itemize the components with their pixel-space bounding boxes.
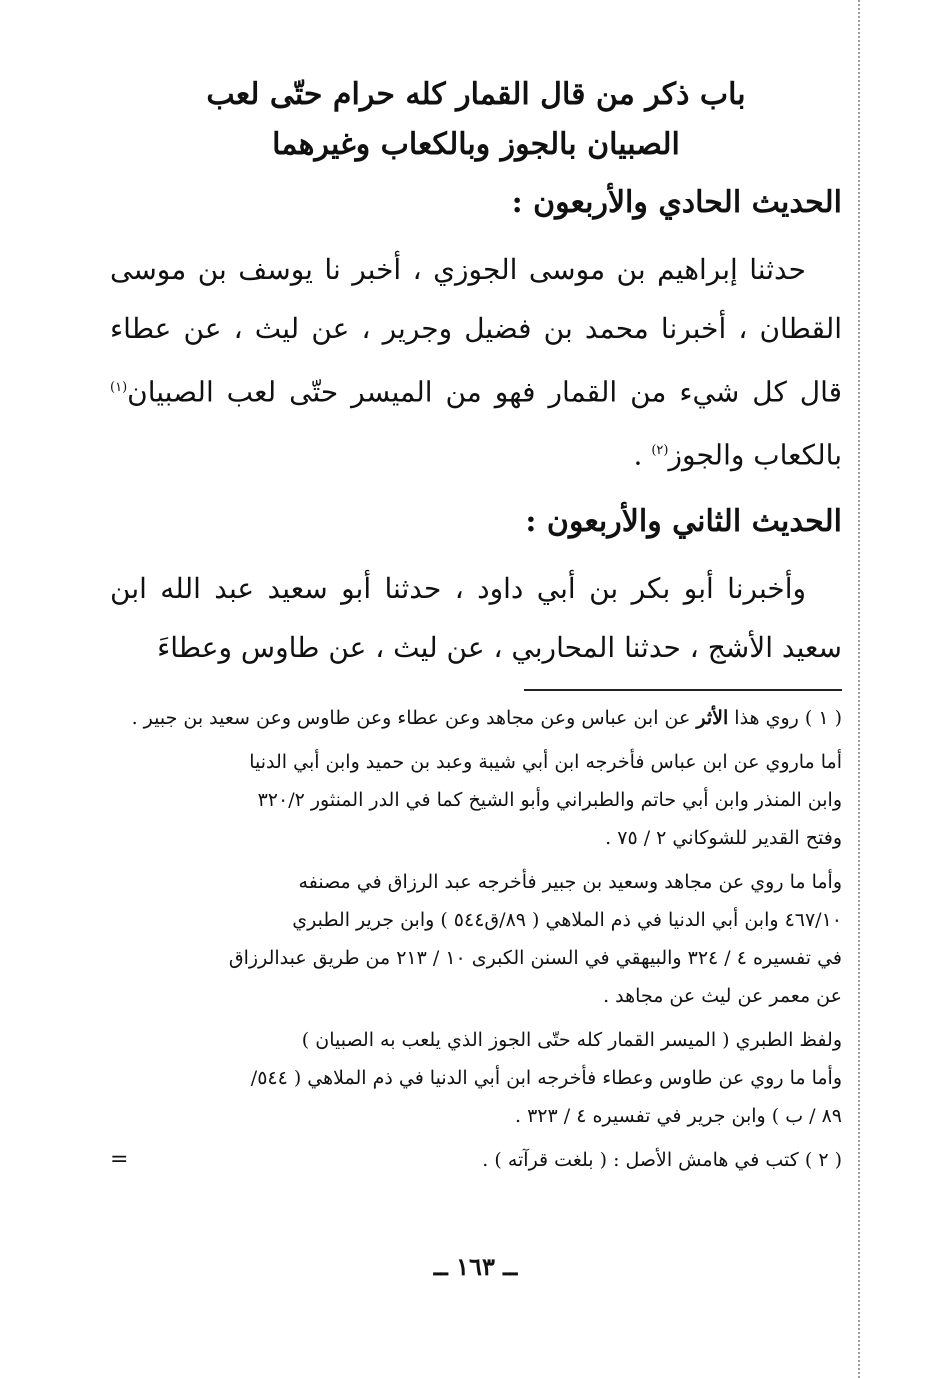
page-number: ــ ١٦٣ ــ	[433, 1252, 518, 1281]
hadith-41-heading: الحديث الحادي والأربعون :	[511, 185, 842, 220]
footnote-1-para-4	[110, 1021, 842, 1135]
footnote-2-text: ( ٢ ) كتب في هامش الأصل : ( بلغت قرآته ) .	[482, 1148, 842, 1171]
footnote-ref-1: (١)	[110, 380, 128, 395]
footnote-line: في تفسيره ٤ / ٣٢٤ والبيهقي في السنن الكبرى ١٠ / ٢١٣ من طريق عبدالرزاق	[228, 946, 842, 969]
footnote-1-para-3	[110, 863, 842, 1015]
footnote-ref-2: (٢)	[651, 443, 669, 459]
footnote-line: عن معمر عن ليث عن مجاهد .	[603, 984, 842, 1007]
footnote-line: ٤٦٧/١٠ وابن أبي الدنيا في ذم الملاهي ( ٨٩/ق٥٤٤ ) وابن جرير الطبري	[292, 908, 842, 931]
page-content	[110, 70, 842, 1185]
footnote-line: أما ماروي عن ابن عباس فأخرجه ابن أبي شيبة وعبد بن حميد وابن أبي الدنيا	[249, 750, 842, 773]
hadith-41-text-a: حدثنا إبراهيم بن موسى الجوزي ، أخبر نا يوسف بن موسى القطان ، أخبرنا محمد بن فضيل وجرير ، عن ليث ، عن عطاء قال كل شيء من القمار فهو من الميسر حتّى لعب الصبيان	[110, 253, 842, 409]
footnote-line: وابن المنذر وابن أبي حاتم والطبراني وأبو الشيخ كما في الدر المنثور ٣٢٠/٢	[257, 788, 842, 811]
footnote-1-marker: ( ١ )	[804, 706, 842, 729]
footnote-line: ٨٩ / ب ) وابن جرير في تفسيره ٤ / ٣٢٣ .	[514, 1104, 842, 1127]
footnote-line: وفتح القدير للشوكاني ٢ / ٧٥ .	[605, 826, 842, 849]
hadith-41-text	[110, 240, 842, 485]
hadith-41-text-b: بالكعاب والجوز	[668, 438, 842, 472]
chapter-title-line-2: الصبيان بالجوز وبالكعاب وغيرهما	[272, 127, 680, 162]
footnote-1	[110, 699, 842, 737]
footnote-line: وأما ما روي عن طاوس وعطاء فأخرجه ابن أبي الدنيا في ذم الملاهي ( ٥٤٤/	[250, 1066, 842, 1089]
hadith-41-text-c: .	[633, 438, 652, 472]
continuation-mark: =	[110, 1146, 129, 1172]
hadith-42-heading: الحديث الثاني والأربعون :	[525, 503, 842, 539]
footnote-separator	[524, 689, 842, 691]
hadith-42-text: وأخبرنا أبو بكر بن أبي داود ، حدثنا أبو سعيد عبد الله ابن سعيد الأشج ، حدثنا المحاربي ، عن ليث ، عن طاوس وعطاءَ	[110, 571, 842, 664]
footnote-1-intro-pre: روي هذا	[728, 706, 805, 729]
footnote-line: وأما ما روي عن مجاهد وسعيد بن جبير فأخرجه عبد الرزاق في مصنفه	[298, 870, 842, 893]
footnote-1-para-2	[110, 743, 842, 857]
chapter-title	[110, 70, 842, 170]
footnote-2	[110, 1141, 842, 1179]
page-edge-dotted-line	[858, 0, 860, 1378]
footnote-1-intro-bold: الأثر	[696, 706, 729, 729]
chapter-title-line-1: باب ذكر من قال القمار كله حرام حتّى لعب	[206, 77, 746, 112]
footnote-1-intro-post: عن ابن عباس وعن مجاهد وعن عطاء وعن طاوس وعن سعيد بن جبير .	[131, 706, 697, 729]
footnote-line: ولفظ الطبري ( الميسر القمار كله حتّى الجوز الذي يلعب به الصبيان )	[301, 1028, 842, 1051]
